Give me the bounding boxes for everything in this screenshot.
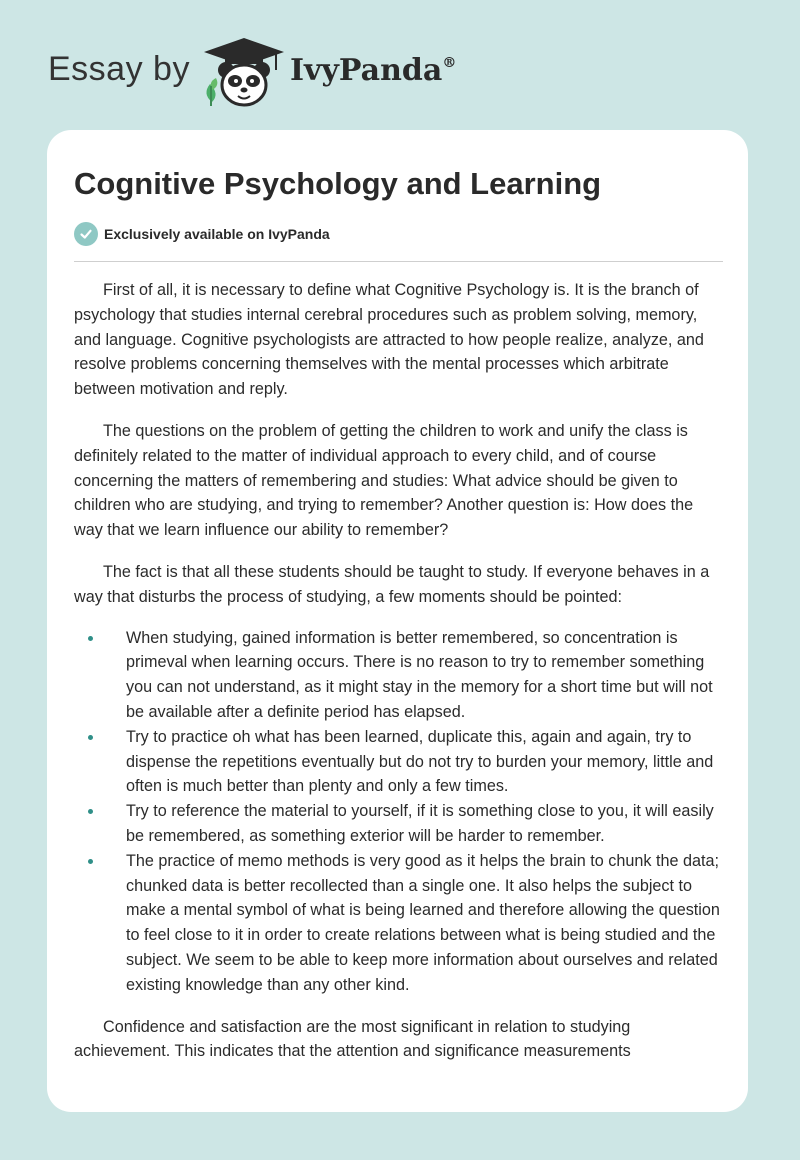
- paragraph: The fact is that all these students should be taught to study. If everyone behaves in a way that disturbs the process of studying, a few moments should be pointed:: [74, 562, 710, 606]
- panda-graduate-icon[interactable]: [202, 36, 286, 113]
- bullet-dot-icon: [88, 636, 93, 641]
- exclusive-badge-label: Exclusively available on IvyPanda: [104, 226, 330, 242]
- paragraph: Confidence and satisfaction are the most significant in relation to studying achievement. This indicates that the attention and significance measurements: [74, 1017, 631, 1061]
- bullet-dot-icon: [88, 859, 93, 864]
- brand-name[interactable]: [290, 53, 456, 88]
- paragraph: The questions on the problem of getting the children to work and unify the class is definitely related to the matter of individual approach to every child, and of course concerning the matters of remembering and studies: What advice should be given to children who are studying, and trying to remember? Another question is: How does the way that we learn influence our ability to remember?: [74, 421, 694, 540]
- list-item: [74, 626, 726, 725]
- list-item-text: The practice of memo methods is very good as it helps the brain to chunk the data; chunked data is better recollected than a single one. It also helps the subject to make a mental symbol of what is being learned and therefore allowing the question to feel close to it in order to create relations between what is being studied and the subject. We seem to be able to keep more information about ourselves and related existing knowledge than any other kind.: [126, 851, 720, 994]
- trademark-symbol: ®: [442, 55, 457, 71]
- site-header: [0, 0, 800, 120]
- list-item-text: When studying, gained information is better remembered, so concentration is primeval when learning occurs. There is no reason to try to remember something you can not understand, as it might stay in the memory for a short time but will not be available after a definite period has elapsed.: [126, 628, 713, 721]
- essay-by-label: Essay by: [48, 50, 190, 88]
- page-title: Cognitive Psychology and Learning: [74, 166, 602, 201]
- list-item: [74, 799, 726, 849]
- list-item: [74, 725, 726, 799]
- bullet-dot-icon: [88, 735, 93, 740]
- checkmark-icon: [74, 222, 98, 246]
- list-item-text: Try to practice oh what has been learned, duplicate this, again and again, try to dispense the repetitions eventually but do not try to burden your memory, little and often is much better than plenty and only a few times.: [126, 727, 714, 796]
- bullet-list: [74, 626, 726, 998]
- divider: [74, 261, 723, 262]
- paragraph: First of all, it is necessary to define what Cognitive Psychology is. It is the branch of psychology that studies internal cerebral procedures such as problem solving, memory, and language. Cognitive psychologists are attracted to how people realize, analyze, and resolve problems concerning themselves with the mental processes which arbitrate between motivation and reply.: [74, 281, 704, 399]
- essay-body: [74, 278, 726, 1081]
- list-item-text: Try to reference the material to yourself, if it is something close to you, it will easily be remembered, as something exterior will be harder to remember.: [126, 802, 714, 845]
- list-item: [74, 849, 726, 998]
- essay-card: [47, 130, 748, 1112]
- bullet-dot-icon: [88, 809, 93, 814]
- exclusive-badge: [74, 222, 330, 246]
- brand-text: IvyPanda: [290, 53, 443, 88]
